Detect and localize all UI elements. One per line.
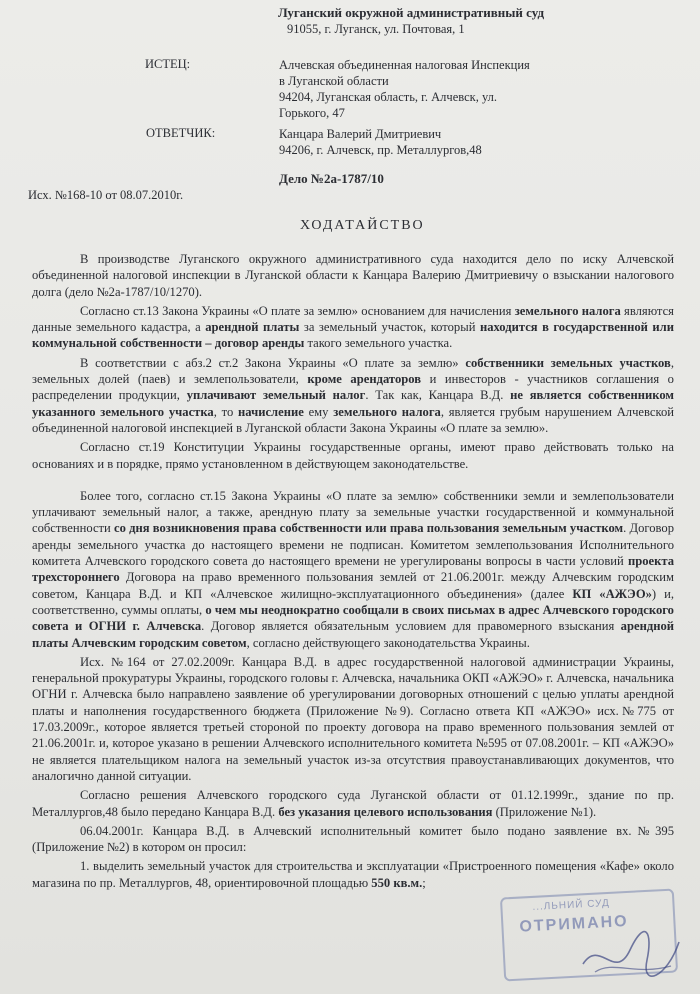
bold-text: со дня возникновения права собственности или права пользования земельным участком (114, 521, 624, 536)
defendant-block (279, 126, 482, 158)
signature-scribble (575, 920, 685, 990)
paragraph (32, 355, 674, 436)
text-run: В производстве Луганского окружного административного суда находится дело по иску Алчевской объединенной налоговой инспекции в Луганской области к Канцара Валерию Дмитриевичу о взыскании налогового долга (дело №2а-1787/10/1270). (32, 252, 674, 299)
text-run: (Приложение №1). (492, 804, 597, 819)
text-run: ему (303, 404, 334, 419)
text-run: 06.04.2001г. Канцара В.Д. в Алчевский исполнительный комитет было подано заявление вх.№395 (Приложение №2) в котором он просил: (32, 823, 674, 855)
paragraph (32, 858, 674, 891)
text-run: Согласно ст.19 Конституции Украины государственные органы, имеют право действовать только на основаниях и в порядке, прямо установленном в действующем законодательстве. (32, 440, 674, 471)
document-body (32, 251, 674, 894)
text-run: ; (422, 875, 426, 890)
text-run: ) и, соответственно, суммы оплаты, (32, 586, 674, 617)
plaintiff-block (279, 57, 530, 121)
bold-text: арендной платы Алчевским городским советом (32, 619, 674, 650)
paragraph (32, 251, 674, 300)
bold-text: начисление (238, 404, 304, 419)
text-run: Исх. №164 от 27.02.2009г. Канцара В.Д. в адрес государственной налоговой администрации Украины, генеральной прокуратуры Украины, городского головы г. Алчевска, начальника ОКП «АЖЭО» г. Алчевска, начальника ОГНИ г. Алчевска было направлено заявление об урегулировании договорных отношений с целью уплаты арендной платы и наполнения государственного бюджета (Приложение №9). Согласно ответа КП «АЖЭО» исх.№775 от 17.03.2009г., которое является третьей стороной по проекту договора на право временного пользования землей от 21.06.2001г. и, которое указано в решении Алчевского исполнительного комитета №595 от 07.08.2001г. – КП «АЖЭО» не является плательщиком налога на земельный участок из-за отсутствия правоустанавливающих документов, что аналогично данной ситуации. (32, 654, 674, 783)
text-run: Согласно ст.13 Закона Украины «О плате за землю» основанием для начисления (80, 303, 515, 318)
text-run: . Договор аренды земельного участка до настоящего времени не подписан. Комитетом землепользования Исполнительного комитета Алчевского городского совета до настоящего времени не урегулированы вопросы в части условий (32, 521, 674, 569)
bold-text: КП «АЖЭО» (572, 586, 652, 601)
text-run: В соответствии с абз.2 ст.2 Закона Украины «О плате за землю» (80, 355, 466, 370)
text-run: являются данные земельного кадастра, а (32, 303, 674, 335)
stamp-received-text: ОТРИМАНО (519, 912, 630, 936)
text-run: за земельный участок, который (299, 320, 480, 335)
plaintiff-line: Горького, 47 (279, 106, 345, 120)
bold-text: земельного налога (333, 404, 441, 419)
text-run: Договора на право временного пользования землей от 21.06.2001г. между Алчевским городским советом, Канцара В.Д. и КП «Алчевское жилищно-эксплуатационного объединения» (далее (32, 570, 674, 601)
text-run: такого земельного участка. (304, 336, 453, 351)
paragraph (32, 488, 674, 651)
text-run: и инвесторов - участников соглашения о распределении продукции, (32, 372, 674, 403)
text-run: , земельных долей (паев) и землепользователи, (32, 355, 674, 387)
text-run: Более того, согласно ст.15 Закона Украины «О плате за землю» собственники земли и землепользователи уплачивают земельный налог, а также, арендную плату за земельные участки государственной и коммунальной собственности (32, 488, 674, 536)
case-number: Дело №2а-1787/10 (279, 171, 384, 186)
bold-text: проекта трехстороннего (32, 554, 674, 585)
defendant-line: Канцара Валерий Дмитриевич (279, 127, 442, 141)
text-run: , то (213, 404, 239, 419)
plaintiff-line: в Луганской области (279, 74, 389, 88)
text-run: Согласно решения Алчевского городского суда Луганской области от 01.12.1999г., здание по пр. Металлургов,48 было передано Канцара В.Д. (32, 788, 674, 819)
paragraph (32, 823, 674, 856)
paragraph (32, 439, 674, 472)
bold-text: кроме арендаторов (307, 372, 422, 387)
paragraph (32, 787, 674, 820)
paragraph (32, 303, 674, 352)
text-run: . Так как, Канцара В.Д. (365, 388, 511, 403)
defendant-label: ОТВЕТЧИК: (146, 126, 216, 140)
document-title: ХОДАТАЙСТВО (300, 218, 425, 233)
text-run: , является грубым нарушением Алчевской объединенной налоговой инспекцией в Луганской области Закона Украины «О плате за землю». (32, 404, 674, 435)
court-name: Луганский окружной административный суд (278, 5, 545, 20)
bold-text: 550 кв.м. (371, 875, 423, 890)
bold-text: земельного налога (514, 303, 621, 318)
bold-text: находится в государственной или коммунальной собственности – договор аренды (32, 320, 674, 351)
bold-text: арендной платы (205, 320, 300, 335)
paragraph (32, 654, 674, 784)
plaintiff-label: ИСТЕЦ: (145, 57, 191, 71)
court-address: 91055, г. Луганск, ул. Почтовая, 1 (287, 22, 465, 36)
plaintiff-line: 94204, Луганская область, г. Алчевск, ул. (279, 90, 498, 104)
defendant-line: 94206, г. Алчевск, пр. Металлургов,48 (279, 143, 482, 157)
outgoing-reference: Исх. №168-10 от 08.07.2010г. (28, 188, 184, 202)
text-run: . Договор является обязательным условием для правомерного взыскания (201, 619, 621, 634)
bold-text: о чем мы неоднократно сообщали в своих письмах в адрес Алчевского городского совета и ОГНИ г. Алчевска (32, 602, 674, 634)
bold-text: без указания целевого использования (278, 804, 493, 819)
text-run: 1. выделить земельный участок для строительства и эксплуатации «Пристроенного помещения «Кафе» около магазина по пр. Металлургов, 48, ориентировочной площадью (32, 859, 674, 890)
text-run: , согласно действующего законодательства Украины. (246, 635, 530, 650)
plaintiff-line: Алчевская объединенная налоговая Инспекция (279, 58, 530, 72)
bold-text: уплачивают земельный налог (186, 388, 366, 403)
bold-text: собственники земельных участков (465, 355, 671, 370)
stamp-line: ...ЛЬНИЙ СУД (532, 897, 611, 913)
bold-text: не является собственником указанного земельного участка (32, 388, 674, 419)
